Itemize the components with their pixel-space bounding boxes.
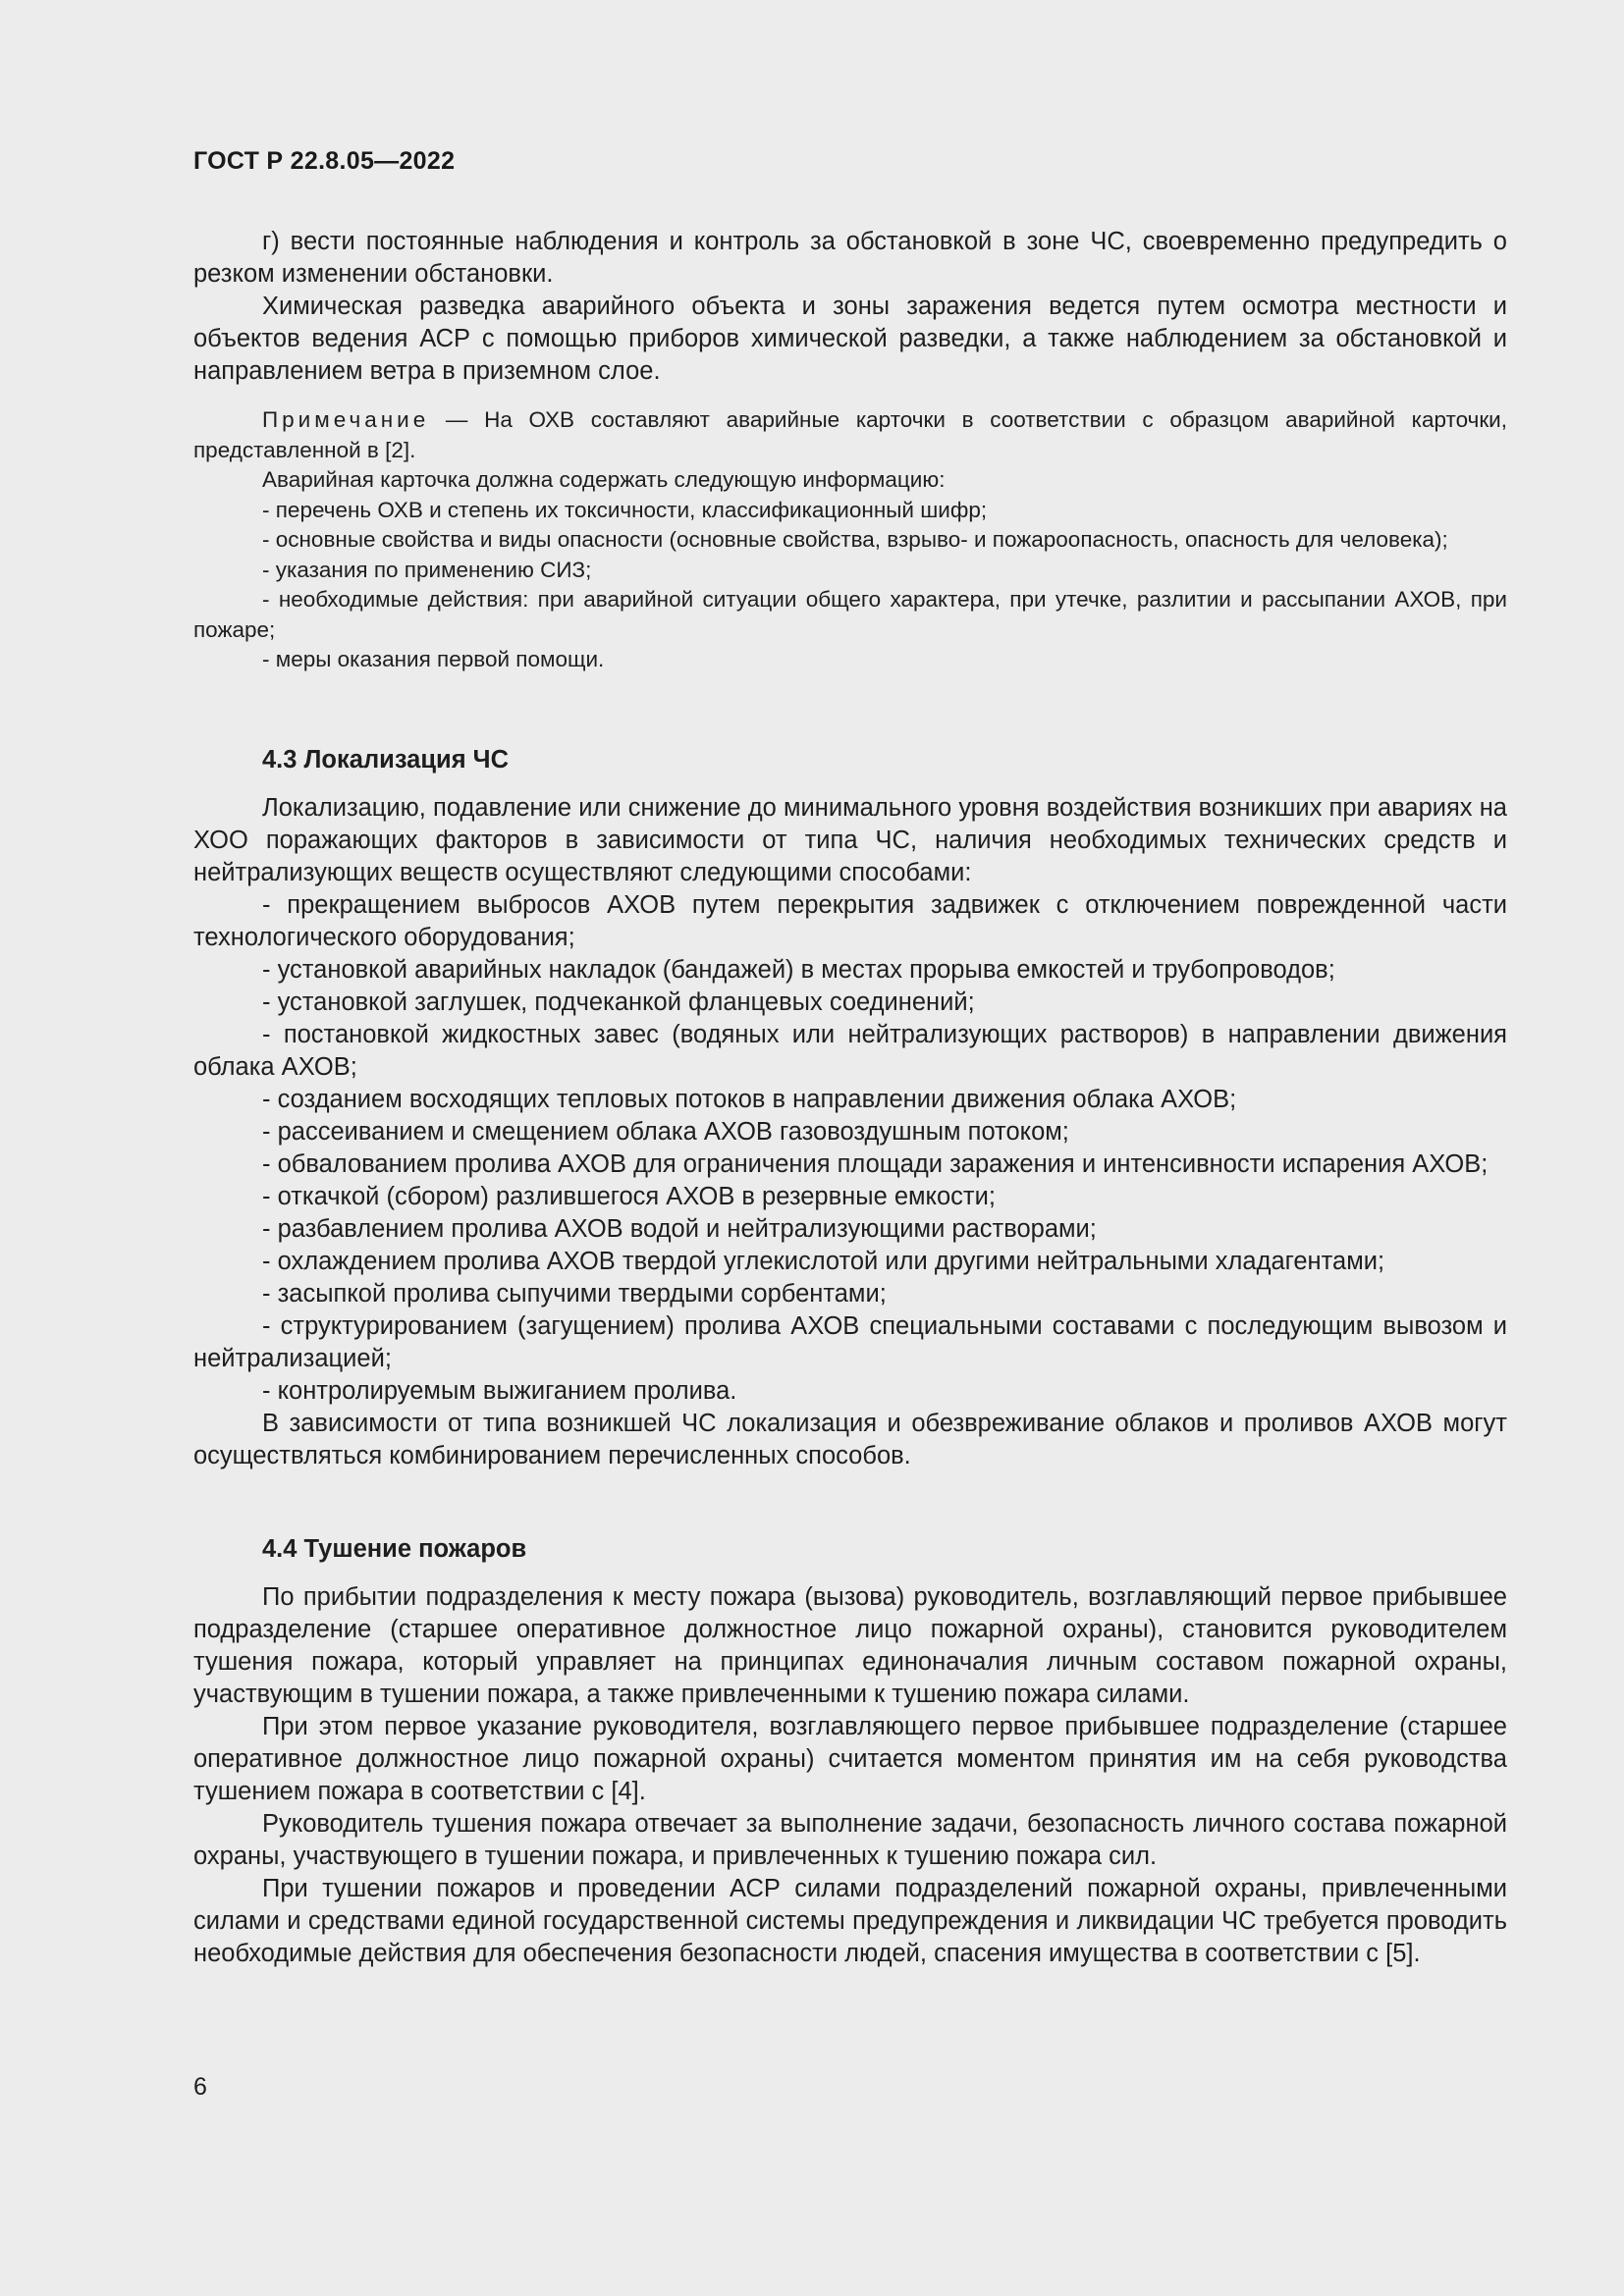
note-line: - указания по применению СИЗ;: [262, 557, 592, 582]
section-4-3-paragraph: - охлаждением пролива АХОВ твердой углекислотой или другими нейтральными хладагентами;: [262, 1248, 1385, 1275]
section-4-3-paragraph: - структурированием (загущением) пролива АХОВ специальными составами с последующим вывозом и нейтрализацией;: [193, 1312, 1507, 1372]
section-4-3-paragraph: - контролируемым выжиганием пролива.: [262, 1377, 737, 1405]
section-4-4-paragraph: При тушении пожаров и проведении АСР силами подразделений пожарной охраны, привлеченными силами и средствами единой государственной системы предупреждения и ликвидации ЧС требуется проводить необходимые действия для обеспечения безопасности людей, спасения имущества в соответствии с [5].: [193, 1875, 1507, 1967]
note-block: [193, 405, 1507, 675]
intro-paragraph-1: г) вести постоянные наблюдения и контроль за обстановкой в зоне ЧС, своевременно предупредить о резком изменении обстановки.: [193, 228, 1507, 288]
section-4-3-paragraph: - откачкой (сбором) разлившегося АХОВ в резервные емкости;: [262, 1183, 996, 1210]
note-text: На ОХВ составляют аварийные карточки в соответствии с образцом аварийной карточки, представленной в [2].: [193, 407, 1507, 462]
section-4-3-paragraph: - созданием восходящих тепловых потоков в направлении движения облака АХОВ;: [262, 1086, 1237, 1113]
intro-block: [193, 226, 1507, 388]
section-4-3-paragraph: - засыпкой пролива сыпучими твердыми сорбентами;: [262, 1280, 887, 1308]
note-paragraph: [193, 405, 1507, 465]
section-4-3-paragraph: - прекращением выбросов АХОВ путем перекрытия задвижек с отключением поврежденной части технологического оборудования;: [193, 891, 1507, 951]
section-4-4-paragraph: При этом первое указание руководителя, возглавляющего первое прибывшее подразделение (старшее оперативное должностное лицо пожарной охраны) считается моментом принятия им на себя руководства тушением пожара в соответствии с [4].: [193, 1713, 1507, 1805]
note-line: - меры оказания первой помощи.: [262, 647, 605, 671]
note-line: - перечень ОХВ и степень их токсичности, классификационный шифр;: [262, 497, 988, 522]
section-4-3-paragraph: - постановкой жидкостных завес (водяных или нейтрализующих растворов) в направлении движения облака АХОВ;: [193, 1021, 1507, 1081]
section-4-3: [193, 744, 1507, 1472]
section-heading-4-4: 4.4 Тушение пожаров: [262, 1535, 527, 1563]
page-number: 6: [193, 2073, 207, 2101]
note-dash: —: [429, 407, 485, 432]
note-line: - основные свойства и виды опасности (основные свойства, взрыво- и пожароопасность, опасность для человека);: [262, 527, 1448, 552]
note-label: Примечание: [262, 407, 430, 432]
section-4-4-paragraph: По прибытии подразделения к месту пожара (вызова) руководитель, возглавляющий первое прибывшее подразделение (старшее оперативное должностное лицо пожарной охраны), становится руководителем тушения пожара, который управляет на принципах единоначалия личным составом пожарной охраны, участвующим в тушении пожара, а также привлеченными к тушению пожара силами.: [193, 1583, 1507, 1708]
section-4-3-paragraph: - установкой аварийных накладок (бандажей) в местах прорыва емкостей и трубопроводов;: [262, 956, 1335, 984]
document-code-header: ГОСТ Р 22.8.05—2022: [193, 147, 456, 175]
section-4-4: [193, 1533, 1507, 1970]
section-4-3-paragraph: - установкой заглушек, подчеканкой фланцевых соединений;: [262, 988, 975, 1016]
intro-paragraph-2: Химическая разведка аварийного объекта и зоны заражения ведется путем осмотра местности и объектов ведения АСР с помощью приборов химической разведки, а также наблюдением за обстановкой и направлением ветра в приземном слое.: [193, 293, 1507, 385]
section-4-3-paragraph: В зависимости от типа возникшей ЧС локализация и обезвреживание облаков и проливов АХОВ могут осуществляться комбинированием перечисленных способов.: [193, 1410, 1507, 1469]
section-4-3-paragraph: - разбавлением пролива АХОВ водой и нейтрализующими растворами;: [262, 1215, 1097, 1243]
section-4-4-paragraph: Руководитель тушения пожара отвечает за выполнение задачи, безопасность личного состава пожарной охраны, участвующего в тушении пожара, и привлеченных к тушению пожара сил.: [193, 1810, 1507, 1870]
section-4-3-paragraph: - обвалованием пролива АХОВ для ограничения площади заражения и интенсивности испарения АХОВ;: [262, 1150, 1489, 1178]
note-line: Аварийная карточка должна содержать следующую информацию:: [262, 467, 946, 492]
section-heading-4-3: 4.3 Локализация ЧС: [262, 746, 509, 774]
section-4-3-paragraph: Локализацию, подавление или снижение до минимального уровня воздействия возникших при авариях на ХОО поражающих факторов в зависимости от типа ЧС, наличия необходимых технических средств и нейтрализующих веществ осуществляют следующими способами:: [193, 794, 1507, 886]
note-line: - необходимые действия: при аварийной ситуации общего характера, при утечке, разлитии и рассыпании АХОВ, при пожаре;: [193, 587, 1507, 642]
section-4-3-paragraph: - рассеиванием и смещением облака АХОВ газовоздушным потоком;: [262, 1118, 1069, 1146]
